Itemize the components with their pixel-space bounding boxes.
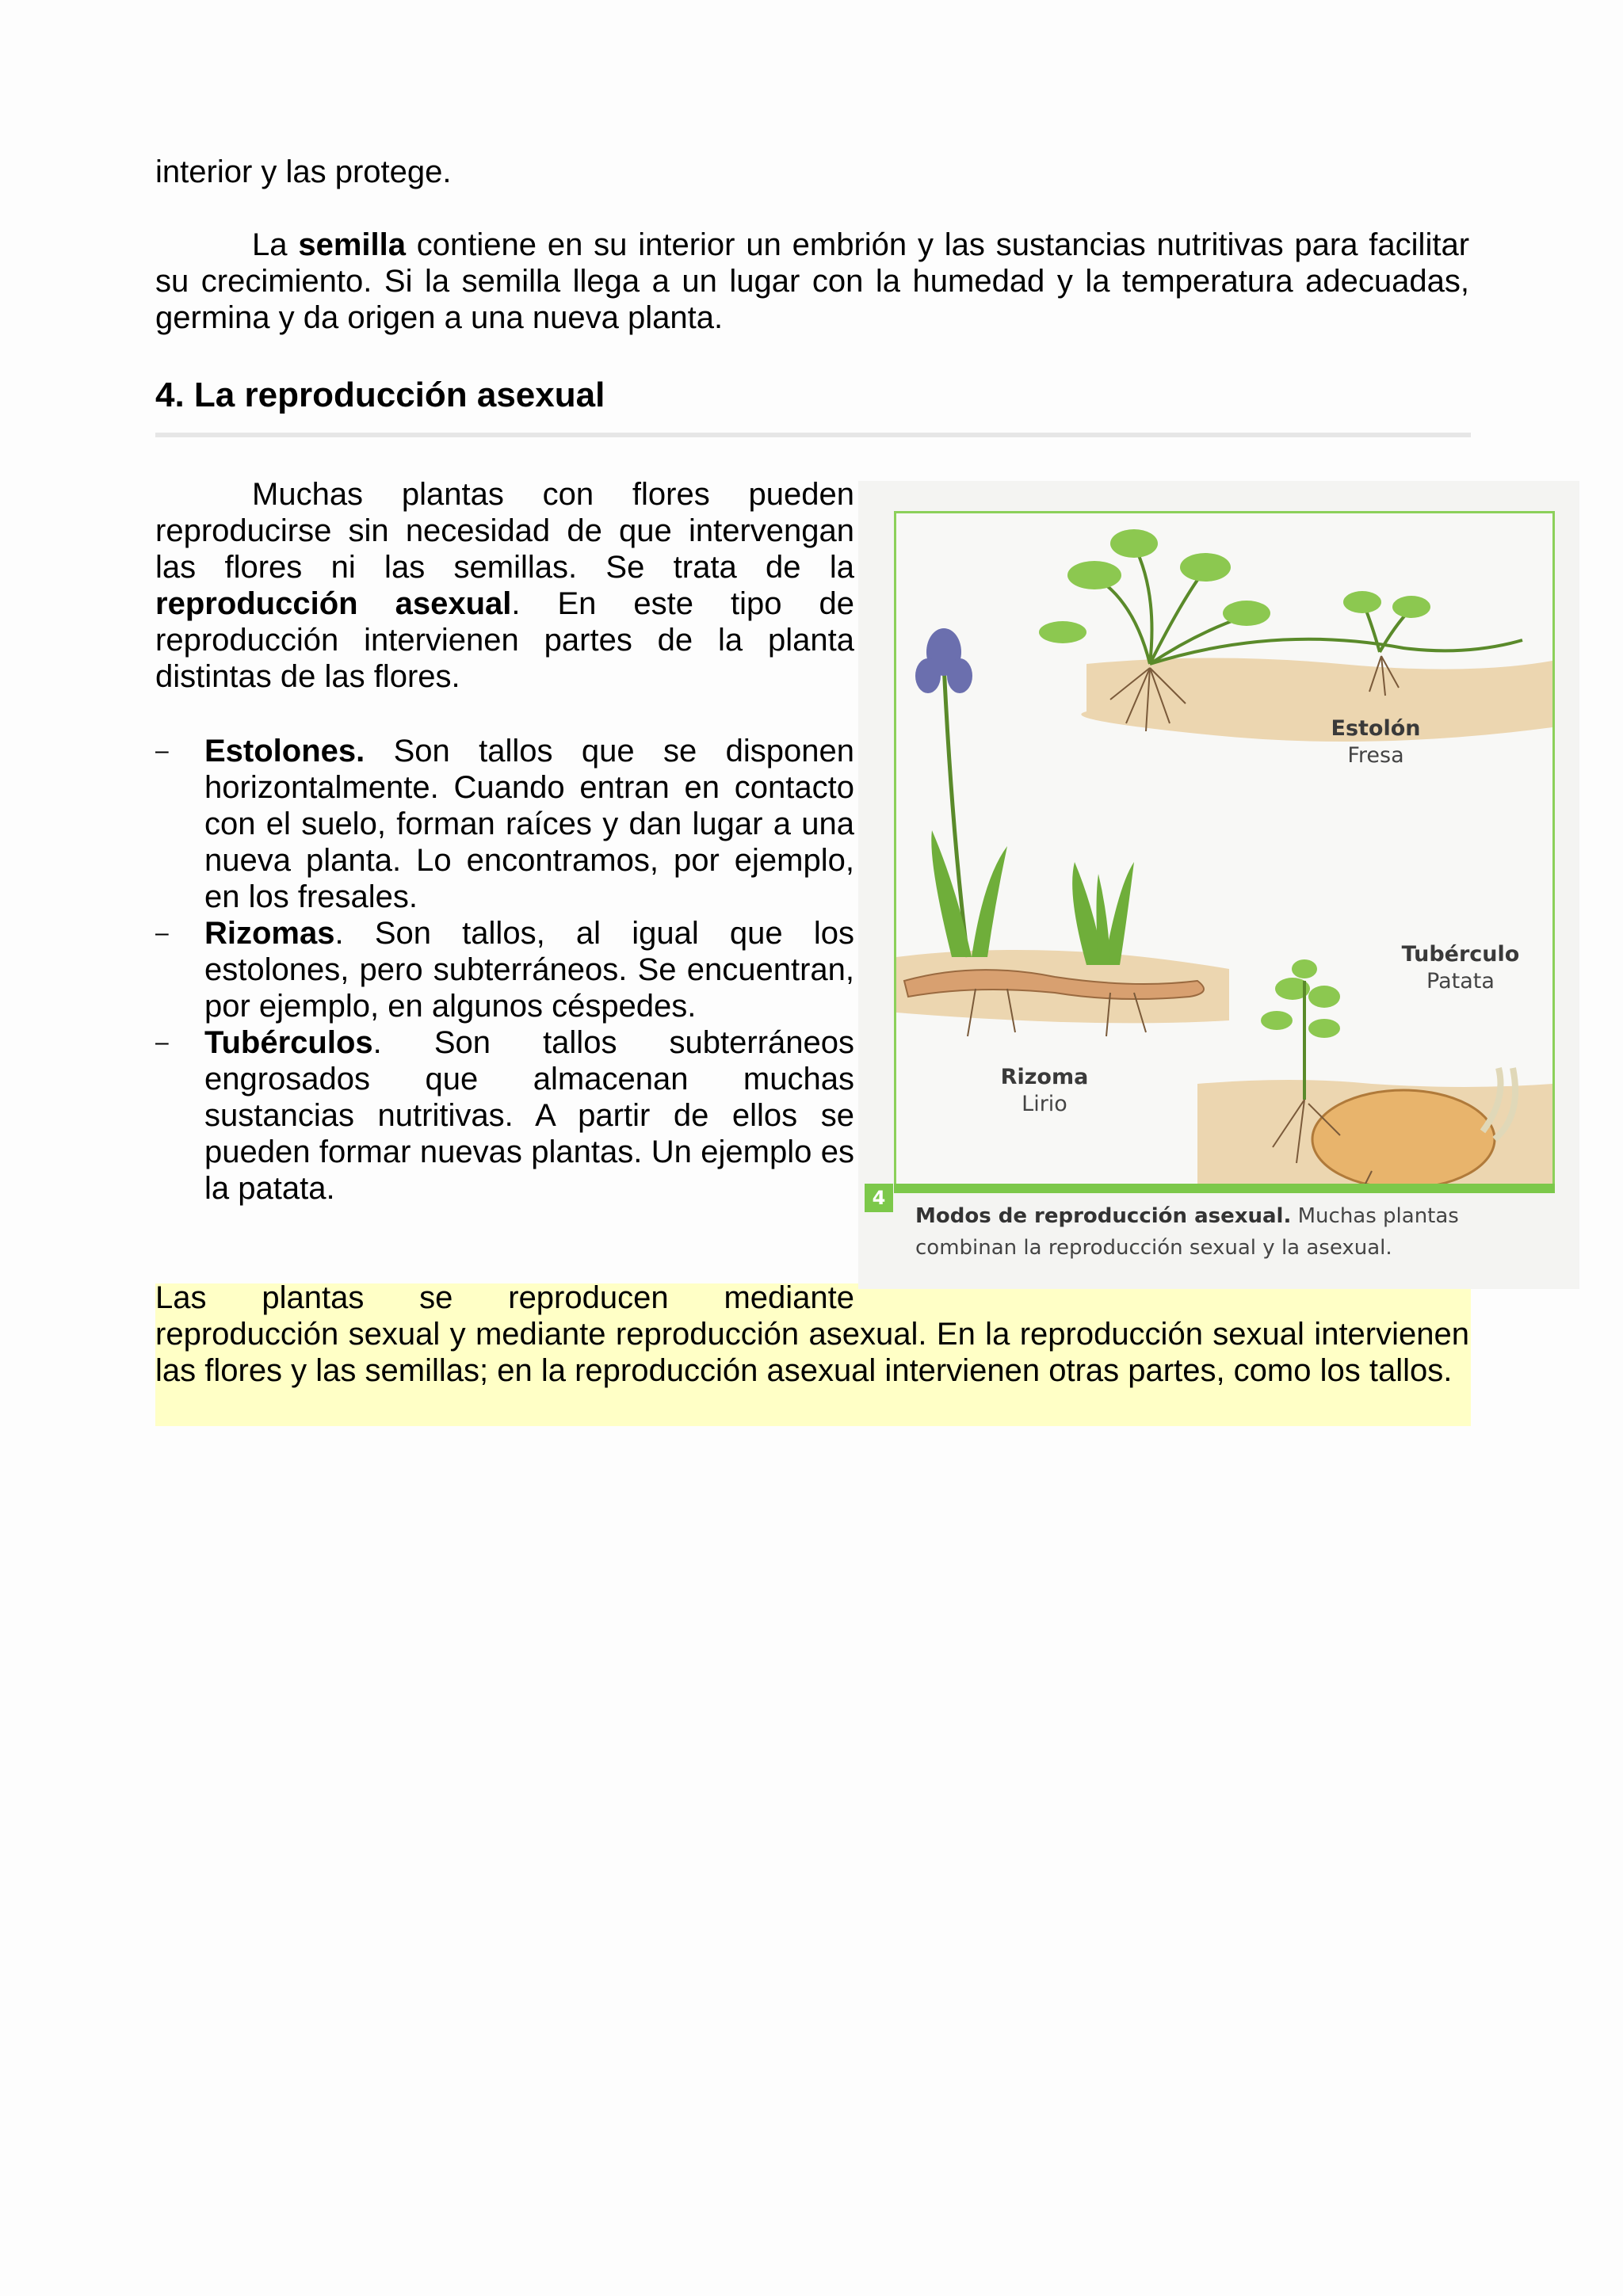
- bullet-term: Estolones.: [204, 734, 365, 769]
- potato-tuber: [1312, 1090, 1495, 1188]
- label-rizoma-title: Rizoma: [1000, 1065, 1089, 1089]
- caption-title: Modos de reproducción asexual.: [915, 1204, 1292, 1228]
- label-estolon-title: Estolón: [1331, 716, 1421, 741]
- seed-paragraph: [155, 227, 1469, 336]
- intro-text-after: . En este tipo de reproducción intervienen partes de la planta distintas de las flores.: [155, 586, 854, 694]
- seed-term: semilla: [298, 227, 406, 262]
- section-divider: [155, 433, 1471, 437]
- seed-text-before: La: [252, 227, 299, 262]
- bullet-text: . Son tallos, al igual que los estolones, pero subterráneos. Se encuentran, por ejemplo, en algunos céspedes.: [204, 916, 854, 1024]
- figure-caption: [915, 1200, 1549, 1264]
- bullet-dash: –: [155, 1029, 169, 1055]
- asexual-reproduction-figure: [858, 481, 1579, 1289]
- bullet-list: [155, 733, 854, 1207]
- bullet-dash: –: [155, 920, 169, 946]
- bullet-dash: –: [155, 738, 169, 764]
- potato-leaves: [1261, 959, 1340, 1038]
- bullet-term: Tubérculos: [204, 1025, 373, 1060]
- section-title: 4. La reproducción asexual: [155, 376, 605, 414]
- bullet-term: Rizomas: [204, 916, 335, 951]
- label-estolon: [1308, 715, 1443, 769]
- label-estolon-example: Fresa: [1347, 743, 1404, 768]
- list-item: [155, 915, 854, 1024]
- summary-first-line: Las plantas se reproducen mediante: [155, 1280, 854, 1315]
- list-item: [155, 733, 854, 915]
- caption-bar: [894, 1184, 1555, 1193]
- intro-text-before: Muchas plantas con flores pueden reproducirse sin necesidad de que intervengan las flores ni las semillas. Se trata de la: [155, 477, 854, 585]
- label-rizoma: [977, 1064, 1112, 1118]
- summary-text: reproducción sexual y mediante reproducción asexual. En la reproducción sexual intervienen las flores y las semillas; en la reproducción asexual intervienen otras partes, como los tallos.: [155, 1317, 1469, 1388]
- intro-paragraph: [155, 476, 854, 695]
- label-tuberculo-title: Tubérculo: [1401, 942, 1520, 967]
- caption-text: Muchas plantas combinan la reproducción sexual y la asexual.: [915, 1204, 1459, 1260]
- strawberry-plant: [1094, 545, 1522, 664]
- intro-term: reproducción asexual: [155, 586, 512, 621]
- bullet-text: . Son tallos subterráneos engrosados que almacenan muchas sustancias nutritivas. A partir de ellos se pueden formar nuevas plantas. Un ejemplo es la patata.: [204, 1025, 854, 1206]
- seed-text-after: contiene en su interior un embrión y las sustancias nutritivas para facilitar su crecimiento. Si la semilla llega a un lugar con la humedad y la temperatura adecuadas, germina y da origen a una nueva planta.: [155, 227, 1470, 335]
- bullet-text: Son tallos que se disponen horizontalmente. Cuando entran en contacto con el suelo, forman raíces y dan lugar a una nueva planta. Lo encontramos, por ejemplo, en los fresales.: [204, 734, 854, 914]
- figure-number: 4: [865, 1184, 893, 1212]
- illustration-frame: [894, 511, 1555, 1191]
- label-tuberculo: [1381, 941, 1540, 995]
- label-rizoma-example: Lirio: [1022, 1092, 1067, 1116]
- text-continuation: interior y las protege.: [155, 154, 452, 189]
- list-item: [155, 1024, 854, 1207]
- label-tuberculo-example: Patata: [1426, 969, 1495, 994]
